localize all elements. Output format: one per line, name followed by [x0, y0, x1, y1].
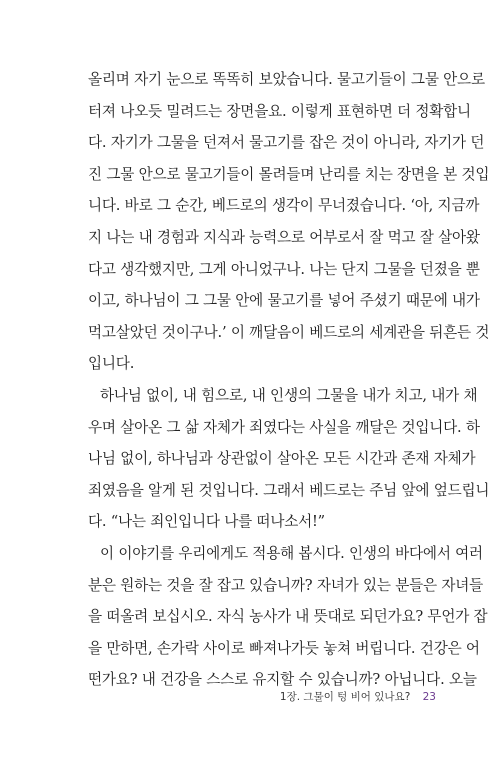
text-line: 하나님 없이, 내 힘으로, 내 인생의 그물을 내가 치고, 내가 채: [100, 386, 478, 404]
paragraph-3: [88, 538, 488, 696]
text-line: 다. 자기가 그물을 던져서 물고기를 잡은 것이 아니라, 자기가 던: [88, 134, 485, 152]
text-line: 니다. 바로 그 순간, 베드로의 생각이 무너졌습니다. ‘아, 지금까: [88, 197, 480, 215]
text-line: 입니다.: [88, 355, 135, 373]
text-line: 나님 없이, 하나님과 상관없이 살아온 모든 시간과 존재 자체가: [88, 450, 476, 468]
chapter-title: 1장. 그물이 텅 비어 있나요?: [279, 691, 411, 703]
text-line: 우며 살아온 그 삶 자체가 죄였다는 사실을 깨달은 것입니다. 하: [88, 418, 480, 436]
text-line: 떤가요? 내 건강을 스스로 유지할 수 있습니까? 아닙니다. 오늘: [88, 671, 477, 689]
page-number: 23: [422, 691, 436, 703]
text-line: 죄였음을 알게 된 것입니다. 그래서 베드로는 주님 앞에 엎드립니: [88, 481, 490, 499]
text-line: 터져 나오듯 밀려드는 장면을요. 이렇게 표현하면 더 정확합니: [88, 102, 471, 120]
text-line: 다고 생각했지만, 그게 아니었구나. 나는 단지 그물을 던졌을 뿐: [88, 260, 480, 278]
body-text: [88, 64, 490, 696]
text-line: 분은 원하는 것을 잘 잡고 있습니까? 자녀가 있는 분들은 자녀들: [88, 576, 484, 594]
paragraph-2: [88, 380, 490, 538]
paragraph-1: [88, 64, 490, 380]
text-line: 다. “나는 죄인입니다 나를 떠나소서!”: [88, 513, 325, 531]
text-line: 을 만하면, 손가락 사이로 빠져나가듯 놓쳐 버립니다. 건강은 어: [88, 639, 480, 657]
text-line: 진 그물 안으로 물고기들이 몰려들며 난리를 치는 장면을 본 것입: [88, 165, 490, 183]
text-line: 지 나는 내 경험과 지식과 능력으로 어부로서 잘 먹고 잘 살아왔: [88, 228, 480, 246]
running-footer: [280, 687, 436, 707]
text-line: 이 이야기를 우리에게도 적용해 봅시다. 인생의 바다에서 여러: [100, 544, 483, 562]
text-line: 이고, 하나님이 그 그물 안에 물고기를 넣어 주셨기 때문에 내가: [88, 292, 480, 310]
text-line: 을 떠올려 보십시오. 자식 농사가 내 뜻대로 되던가요? 무언가 잡: [88, 608, 488, 626]
text-line: 올리며 자기 눈으로 똑똑히 보았습니다. 물고기들이 그물 안으로: [88, 71, 485, 88]
text-line: 먹고살았던 것이구나.’ 이 깨달음이 베드로의 세계관을 뒤흔든 것: [88, 323, 490, 341]
